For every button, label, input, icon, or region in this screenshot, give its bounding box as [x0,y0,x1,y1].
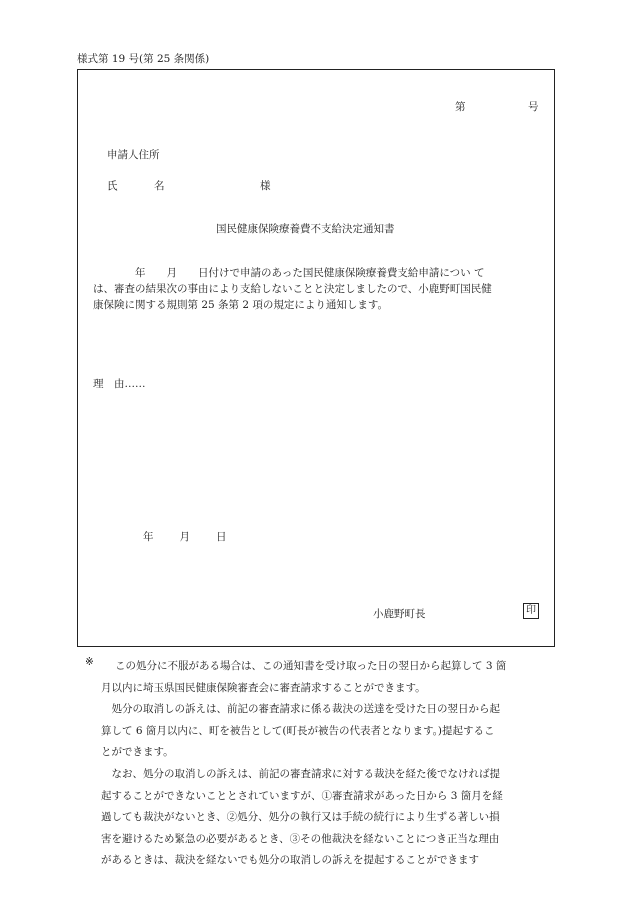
notice-body-line: は、審査の結果次の事由により支給しないことと決定しましたので、小鹿野町国民健 [93,283,492,295]
notice-body-line: 年 月 日付けで申請のあった国民健康保険療養費支給申請につい て [93,267,485,279]
applicant-name-label-mei: 名 [154,180,165,192]
note-line: 害を避けるため緊急の必要があるとき、③その他裁決を経ないことにつき正当な理由 [101,832,500,845]
document-title: 国民健康保険療養費不支給決定通知書 [216,223,395,235]
applicant-address-label: 申請人住所 [107,149,160,161]
seal-mark: 印 [523,603,539,619]
note-asterisk: ※ [85,656,94,668]
issue-date [143,529,227,544]
issuer-mayor: 小鹿野町長 [373,608,426,620]
notice-body-line: 康保険に関する規則第 25 条第 2 項の規定により通知します。 [93,299,389,311]
note-line: 過しても裁決がないとき、②処分、処分の執行又は手続の続行により生ずる著しい損 [101,811,500,824]
note-line: 算して 6 箇月以内に、町を被告として(町長が被告の代表者となります。)提起するこ [101,724,495,737]
note-line: があるときは、裁決を経ないでも処分の取消しの訴えを提起することができます [101,854,479,867]
applicant-name-label-shi: 氏 [107,180,118,192]
document-number-prefix: 第 [455,101,466,113]
note-line: なお、処分の取消しの訴えは、前記の審査請求に対する裁決を経た後でなければ提 [101,767,500,780]
date-day-label: 日 [216,531,227,543]
note-line: とができます。 [101,746,174,759]
note-line: 起することができないこととされていますが、①審査請求があった日から 3 箇月を経 [101,789,503,802]
form-number-label: 様式第 19 号(第 25 条関係) [77,53,210,65]
notice-body [93,265,546,313]
date-month-label: 月 [179,531,190,543]
note-line: この処分に不服がある場合は、この通知書を受け取った日の翌日から起算して 3 箇 [115,660,507,672]
date-year-label: 年 [143,531,154,543]
note-line: 月以内に埼玉県国民健康保険審査会に審査請求することができます。 [101,681,426,694]
reason-label: 理 由…… [93,378,146,390]
note-line: 処分の取消しの訴えは、前記の審査請求に係る裁決の送達を受けた日の翌日から起 [101,703,500,716]
appeal-note [77,656,555,872]
document-number-suffix: 号 [528,101,539,113]
honorific-sama: 様 [260,180,271,192]
